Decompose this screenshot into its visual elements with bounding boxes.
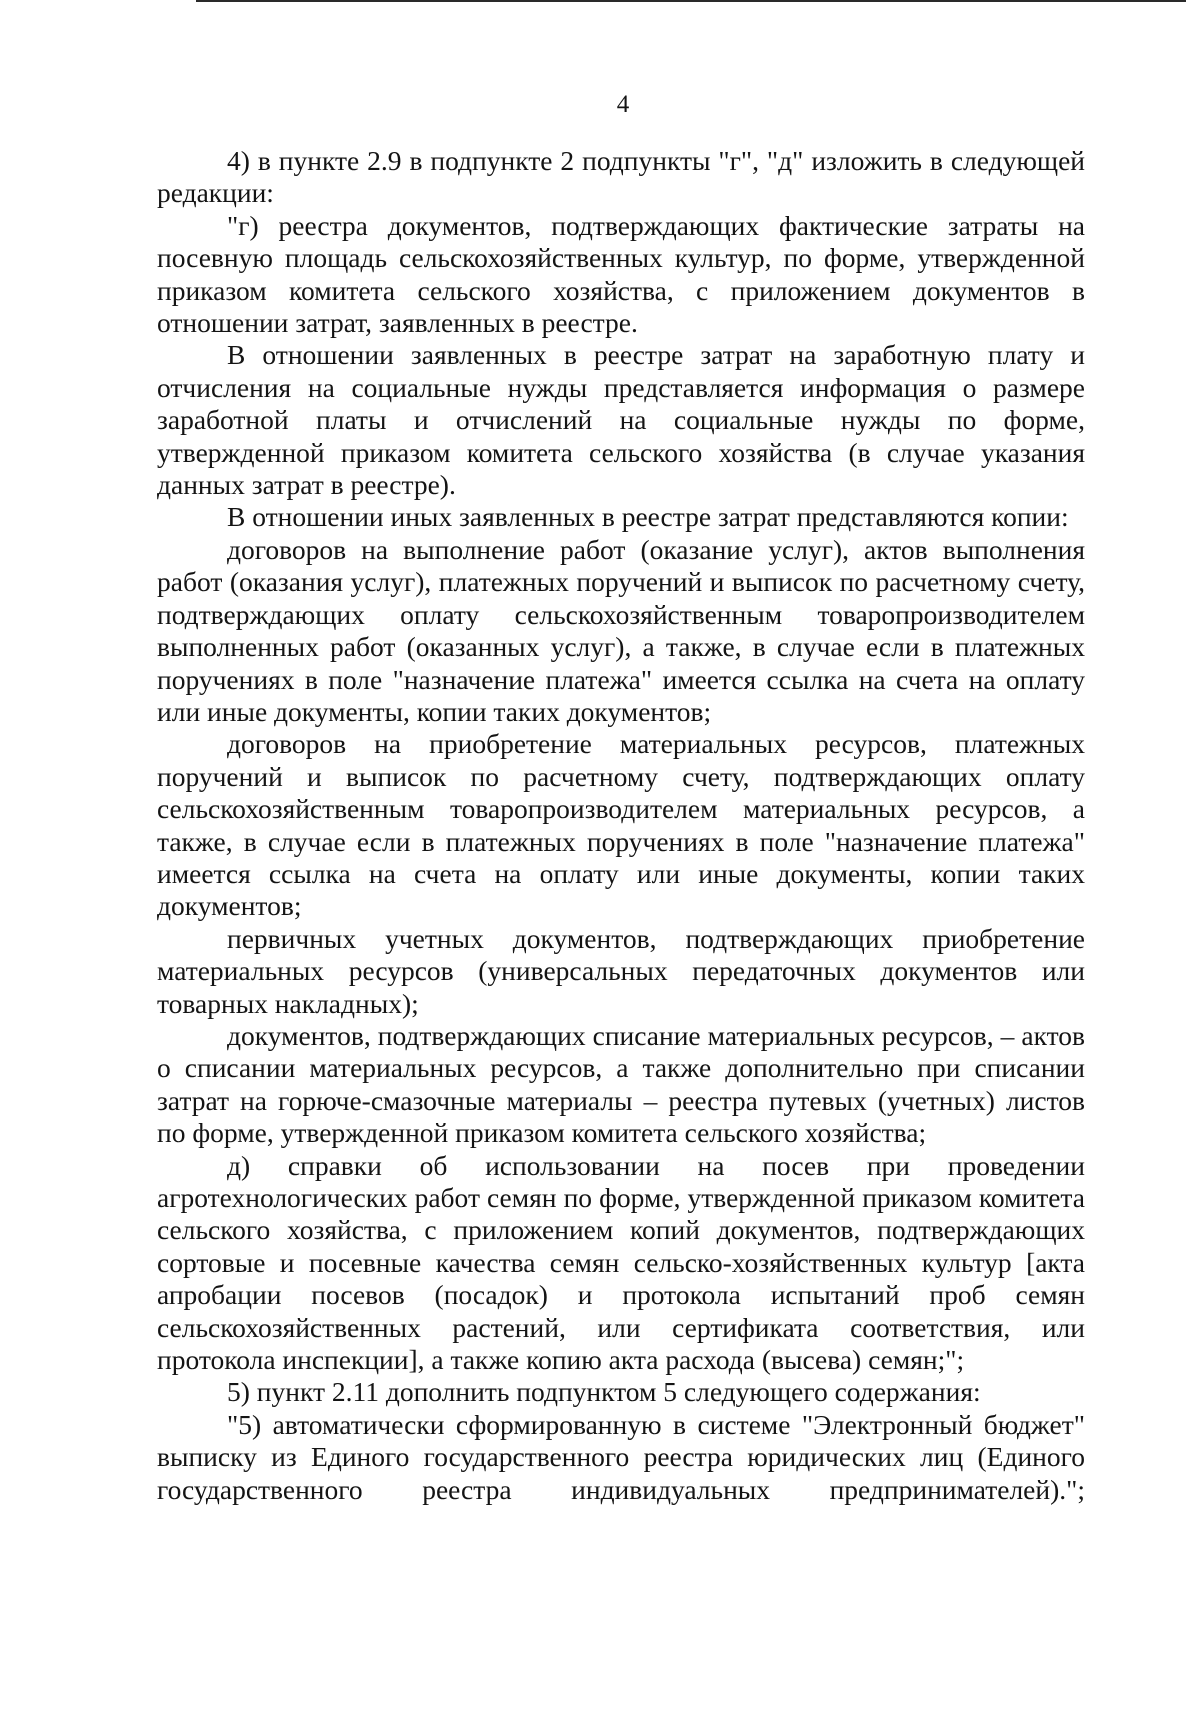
paragraph-write-off-documents: документов, подтверждающих списание материальных ресурсов, – актов о списании материальных ресурсов, а также дополнительно при списании затрат на горюче-смазочные материалы – реестра путевых (учетных) листов по форме, утвержденной приказом комитета сельского хозяйства; <box>157 1019 1085 1149</box>
top-rule <box>196 0 1186 2</box>
page-number: 4 <box>616 91 630 118</box>
paragraph-subitem-d: д) справки об использовании на посев при проведении агротехнологических работ семян по форме, утвержденной приказом комитета сельского хозяйства, с приложением копий документов, подтверждающих сортовые и посевные качества семян сельско-хозяйственных культур [акта апробации посевов (посадок) и протокола испытаний проб семян сельскохозяйственных растений, или сертификата соответствия, или протокола инспекции], а также копию акта расхода (высева) семян;"; <box>157 1149 1085 1376</box>
paragraph-work-contracts: договоров на выполнение работ (оказание услуг), актов выполнения работ (оказания услуг), платежных поручений и выписок по расчетному счету, подтверждающих оплату сельскохозяйственным товаропроизводителем выполненных работ (оказанных услуг), а также, в случае если в платежных поручениях в поле "назначение платежа" имеется ссылка на счета на оплату или иные документы, копии таких документов; <box>157 533 1085 727</box>
paragraph-salary-costs: В отношении заявленных в реестре затрат на заработную плату и отчисления на социальные нужды представляется информация о размере заработной платы и отчислений на социальные нужды по форме, утвержденной приказом комитета сельского хозяйства (в случае указания данных затрат в реестре). <box>157 339 1085 501</box>
paragraph-material-contracts: договоров на приобретение материальных ресурсов, платежных поручений и выписок по расчетному счету, подтверждающих оплату сельскохозяйственным товаропроизводителем материальных ресурсов, а также, в случае если в платежных поручениях в поле "назначение платежа" имеется ссылка на счета на оплату или иные документы, копии таких документов; <box>157 728 1085 922</box>
paragraph-item-4: 4) в пункте 2.9 в подпункте 2 подпункты "г", "д" изложить в следующей редакции: <box>157 145 1085 209</box>
paragraph-subitem-5: "5) автоматически сформированную в системе "Электронный бюджет" выписку из Единого государственного реестра юридических лиц (Единого государственного реестра индивидуальных предпринимателей)."; <box>157 1408 1085 1505</box>
paragraph-other-costs: В отношении иных заявленных в реестре затрат представляются копии: <box>227 501 1069 533</box>
paragraph-subitem-g: "г) реестра документов, подтверждающих фактические затраты на посевную площадь сельскохозяйственных культур, по форме, утвержденной приказом комитета сельского хозяйства, с приложением документов в отношении затрат, заявленных в реестре. <box>157 209 1085 339</box>
document-body <box>157 145 1085 1506</box>
paragraph-primary-documents: первичных учетных документов, подтверждающих приобретение материальных ресурсов (универсальных передаточных документов или товарных накладных); <box>157 922 1085 1019</box>
paragraph-item-5: 5) пункт 2.11 дополнить подпунктом 5 следующего содержания: <box>227 1376 981 1408</box>
